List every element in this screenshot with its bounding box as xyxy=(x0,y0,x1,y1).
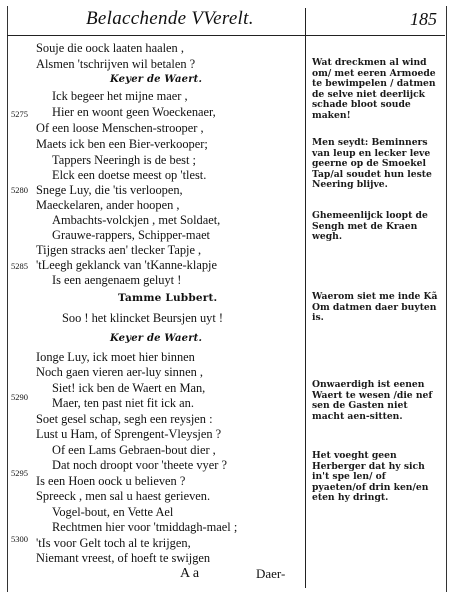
verse-line: Hier en woont geen Woeckenaer, xyxy=(52,105,216,119)
margin-note: Het voeght geen Herberger dat hy sich in't spe len/ of pyaeten/of drin ken/en eten hy dringt. xyxy=(312,450,429,504)
margin-note: Waerom siet me inde Kã Om datmen daer buyten is. xyxy=(312,291,438,324)
verse-line: Maets ick ben een Bier-verkooper; xyxy=(36,137,208,151)
line-number: 5280 xyxy=(11,185,28,195)
verse-line: Soet gesel schap, segh een reysjen : xyxy=(36,412,213,426)
verse-line: Siet! ick ben de Waert en Man, xyxy=(52,381,206,395)
line-number: 5290 xyxy=(11,392,28,402)
catchword: Daer- xyxy=(256,566,286,581)
verse-line: Maer, ten past niet fit ick an. xyxy=(52,396,194,410)
verse-line: Maeckelaren, ander hoopen , xyxy=(36,198,180,212)
verse-line: Alsmen 'tschrijven wil betalen ? xyxy=(36,57,196,71)
margin-note: Men seydt: Beminners van leup en lecker leve geerne op de Smoekel Tap/al soudet hun leste Neering blijve. xyxy=(312,137,432,191)
verse-line: Is een Hoen oock u believen ? xyxy=(36,474,186,488)
verse-line: Rechtmen hier voor 'tmiddagh-mael ; xyxy=(52,520,238,534)
line-number: 5275 xyxy=(11,109,28,119)
verse-line: Elck een doetse meest op 'tlest. xyxy=(52,168,207,182)
verse-line: Grauwe-rappers, Schipper-maet xyxy=(52,228,211,242)
page-number: 185 xyxy=(410,9,437,29)
line-number: 5295 xyxy=(11,468,28,478)
signature-mark: A a xyxy=(180,566,200,581)
verse-line: Spreeck , men sal u haest gerieven. xyxy=(36,489,211,503)
margin-divider xyxy=(305,8,306,588)
verse-line: Tappers Neeringh is de best ; xyxy=(52,153,196,167)
header-rule xyxy=(7,35,445,36)
verse-line: Ambachts-volckjen , met Soldaet, xyxy=(52,213,221,227)
verse-line: Vogel-bout, en Vette Ael xyxy=(52,505,174,519)
speaker-name: Keyer de Waert. xyxy=(110,333,203,344)
verse-line: 'tLeegh geklanck van 'tKanne-klapje xyxy=(36,258,217,272)
verse-line: 'tIs voor Gelt toch al te krijgen, xyxy=(36,536,191,550)
verse-line: Of een loose Menschen-strooper , xyxy=(36,121,204,135)
speaker-name: Keyer de Waert. xyxy=(110,74,203,85)
verse-line: Lust u Ham, of Sprengent-Vleysjen ? xyxy=(36,427,222,441)
verse-line: Souje die oock laaten haalen , xyxy=(36,41,184,55)
verse-line: Dat noch droopt voor 'theete vyer ? xyxy=(52,458,227,472)
verse-line: Ick begeer het mijne maer , xyxy=(52,89,188,103)
verse-line: Is een aengenaem geluyt ! xyxy=(52,273,182,287)
verse-line: Niemant vreest, of hoeft te swijgen xyxy=(36,551,211,565)
verse-line: Soo ! het klincket Beursjen uyt ! xyxy=(62,311,224,325)
margin-note: Wat dreckmen al wind om/ met eeren Armoede te bewimpelen / datmen de selve niet deerlijck schade bloot soude maken! xyxy=(312,57,436,121)
line-number: 5300 xyxy=(11,534,28,544)
verse-line: Ionge Luy, ick moet hier binnen xyxy=(36,350,195,364)
verse-line: Noch gaen vieren aer-luy sinnen , xyxy=(36,365,203,379)
running-header: Belacchende VVerelt. xyxy=(86,8,254,29)
verse-line: Tijgen stracks aen' tlecker Tapje , xyxy=(36,243,202,257)
verse-line: Snege Luy, die 'tis verloopen, xyxy=(36,183,183,197)
verse-line: Of een Lams Gebraen-bout dier , xyxy=(52,443,216,457)
margin-note: Onwaerdigh ist eenen Waert te wesen /die nef sen de Gasten niet macht aen-sitten. xyxy=(312,379,433,422)
speaker-name: Tamme Lubbert. xyxy=(118,292,218,304)
margin-note: Ghemeenlijck loopt de Sengh met de Kraen wegh. xyxy=(312,210,428,243)
line-number: 5285 xyxy=(11,261,28,271)
